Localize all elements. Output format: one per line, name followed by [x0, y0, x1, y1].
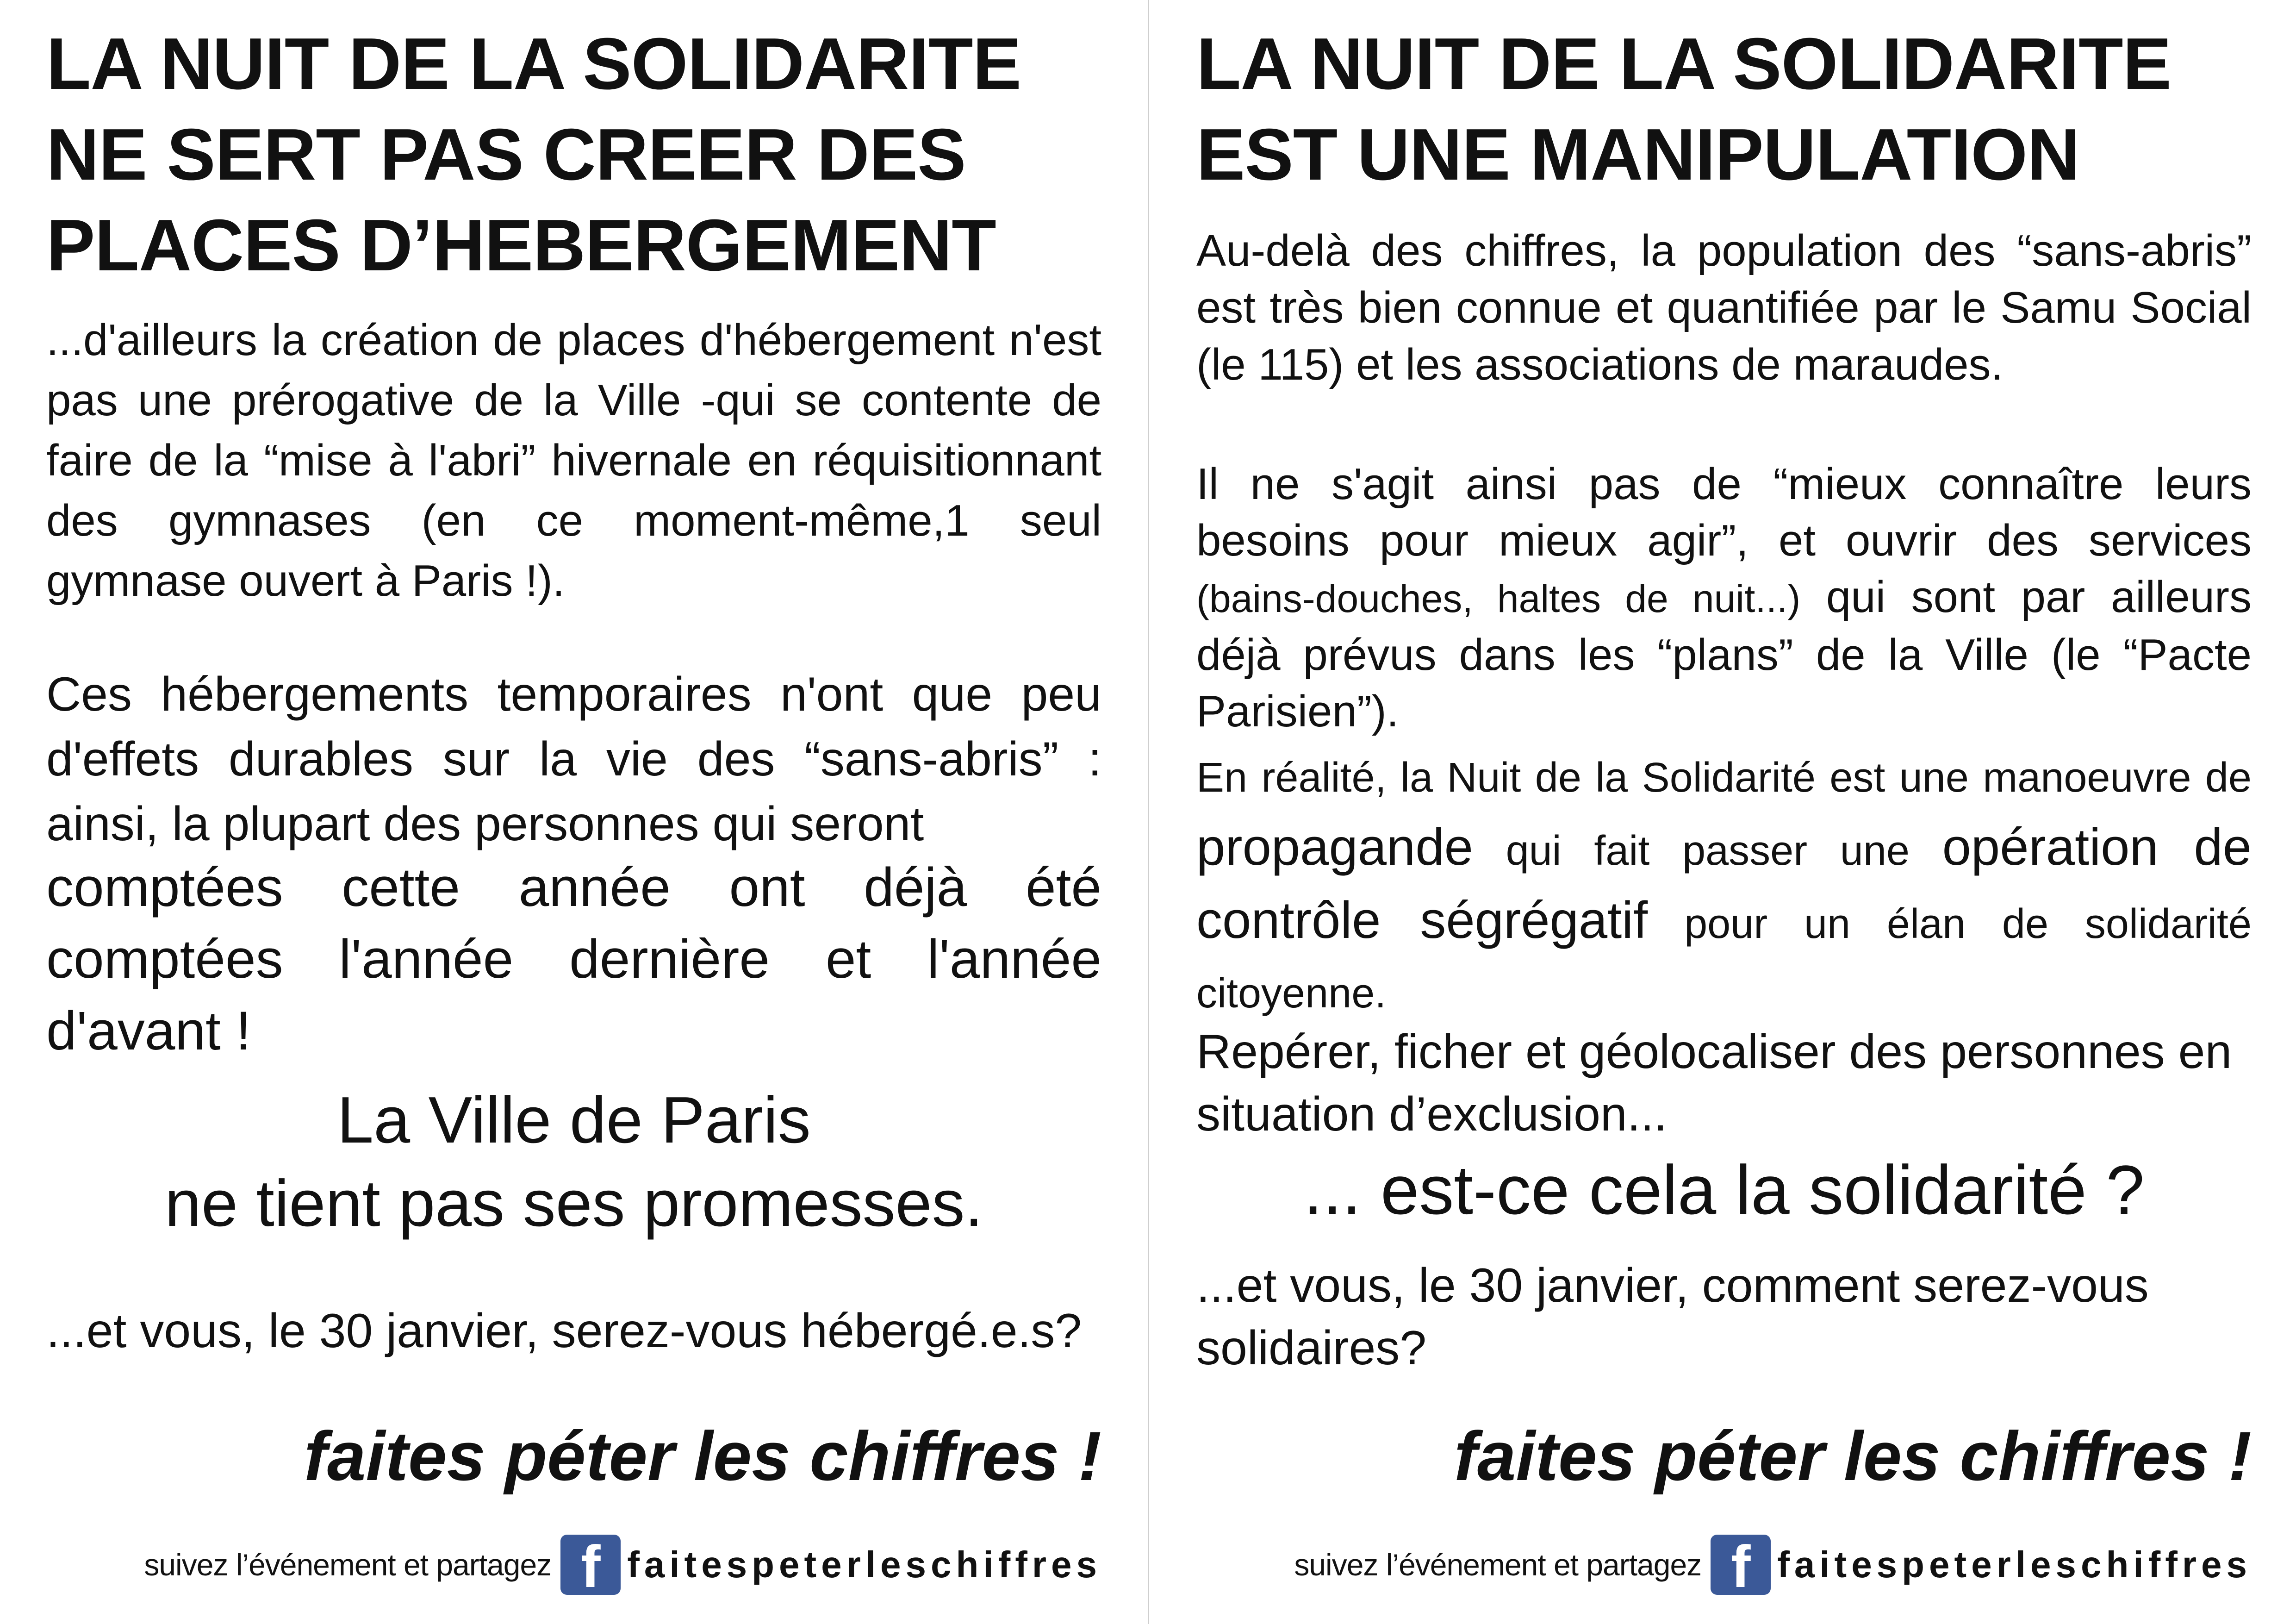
right-facebook-footer	[1196, 1530, 2252, 1599]
left-paragraph-2a: Ces hébergements temporaires n'ont que peu d'effets durables sur la vie des “sans-abris” : ainsi, la plupart des personnes qui seront	[46, 668, 1101, 851]
right-paragraph-3a: En réalité, la Nuit de la Solidarité est une manoeuvre de	[1196, 755, 2252, 801]
right-paragraph-3c: qui fait passer une	[1506, 828, 1910, 874]
right-paragraph-3	[1196, 743, 2252, 1028]
left-title-line-2: NE SERT PAS CREER DES	[46, 114, 966, 195]
left-paragraph-2b: comptées cette année ont déjà été comptées l'année dernière et l'année d'avant !	[46, 857, 1101, 1062]
right-flyer	[1196, 0, 2252, 1624]
right-control-emphasis: opération de contrôle ségrégatif	[1196, 818, 2252, 949]
facebook-icon: f	[560, 1535, 621, 1595]
right-paragraph-2c: qui sont par ailleurs déjà prévus dans les “plans” de la Ville (le “Pacte Parisien”).	[1196, 572, 2252, 736]
right-paragraph-3e: pour un élan de solidarité citoyenne.	[1196, 901, 2252, 1017]
left-title-line-3: PLACES D’HEBERGEMENT	[46, 205, 996, 286]
left-headline-line-1: La Ville de Paris	[337, 1083, 811, 1157]
right-paragraph-1: Au-delà des chiffres, la population des “sans-abris” est très bien connue et quantifiée par le Samu Social (le 115) et les associations de maraudes.	[1196, 226, 2252, 389]
left-question: ...et vous, le 30 janvier, serez-vous hébergé.e.s?	[46, 1304, 1082, 1358]
right-question: ...et vous, le 30 janvier, comment serez-vous solidaires?	[1196, 1259, 2149, 1375]
left-slogan: faites péter les chiffres !	[304, 1417, 1101, 1495]
right-slogan: faites péter les chiffres !	[1454, 1417, 2252, 1495]
right-paragraph-2	[1196, 456, 2252, 740]
right-paragraph-4: Repérer, ficher et géolocaliser des personnes en situation d’exclusion...	[1196, 1025, 2232, 1141]
right-facebook-handle: faitespeterleschiffres	[1777, 1544, 2252, 1585]
facebook-icon: f	[1711, 1535, 1771, 1595]
right-propaganda-emphasis: propagande	[1196, 818, 1473, 876]
right-title-line-2: EST UNE MANIPULATION	[1196, 114, 2080, 195]
right-follow-text: suivez l’événement et partagez	[1294, 1548, 1702, 1582]
left-paragraph-1: ...d'ailleurs la création de places d'hébergement n'est pas une prérogative de la Ville -qui se contente de faire de la “mise à l'abri” hivernale en réquisitionnant des gymnases (en ce moment-même,1 seul gymnase ouvert à Paris !).	[46, 315, 1101, 606]
left-headline-line-2: ne tient pas ses promesses.	[165, 1167, 983, 1240]
left-title-line-1: LA NUIT DE LA SOLIDARITE	[46, 23, 1021, 105]
right-paragraph-2a: Il ne s'agit ainsi pas de “mieux connaître leurs besoins pour mieux agir”, et ouvrir des services	[1196, 459, 2252, 565]
left-facebook-handle: faitespeterleschiffres	[627, 1544, 1101, 1585]
right-title-line-1: LA NUIT DE LA SOLIDARITE	[1196, 23, 2171, 105]
right-paragraph-2b: (bains-douches, haltes de nuit...)	[1196, 577, 1801, 620]
left-facebook-footer	[46, 1530, 1101, 1599]
page-divider	[1148, 0, 1149, 1624]
left-follow-text: suivez l’événement et partagez	[144, 1548, 552, 1582]
left-flyer	[46, 0, 1101, 1624]
right-headline: ... est-ce cela la solidarité ?	[1303, 1151, 2145, 1229]
